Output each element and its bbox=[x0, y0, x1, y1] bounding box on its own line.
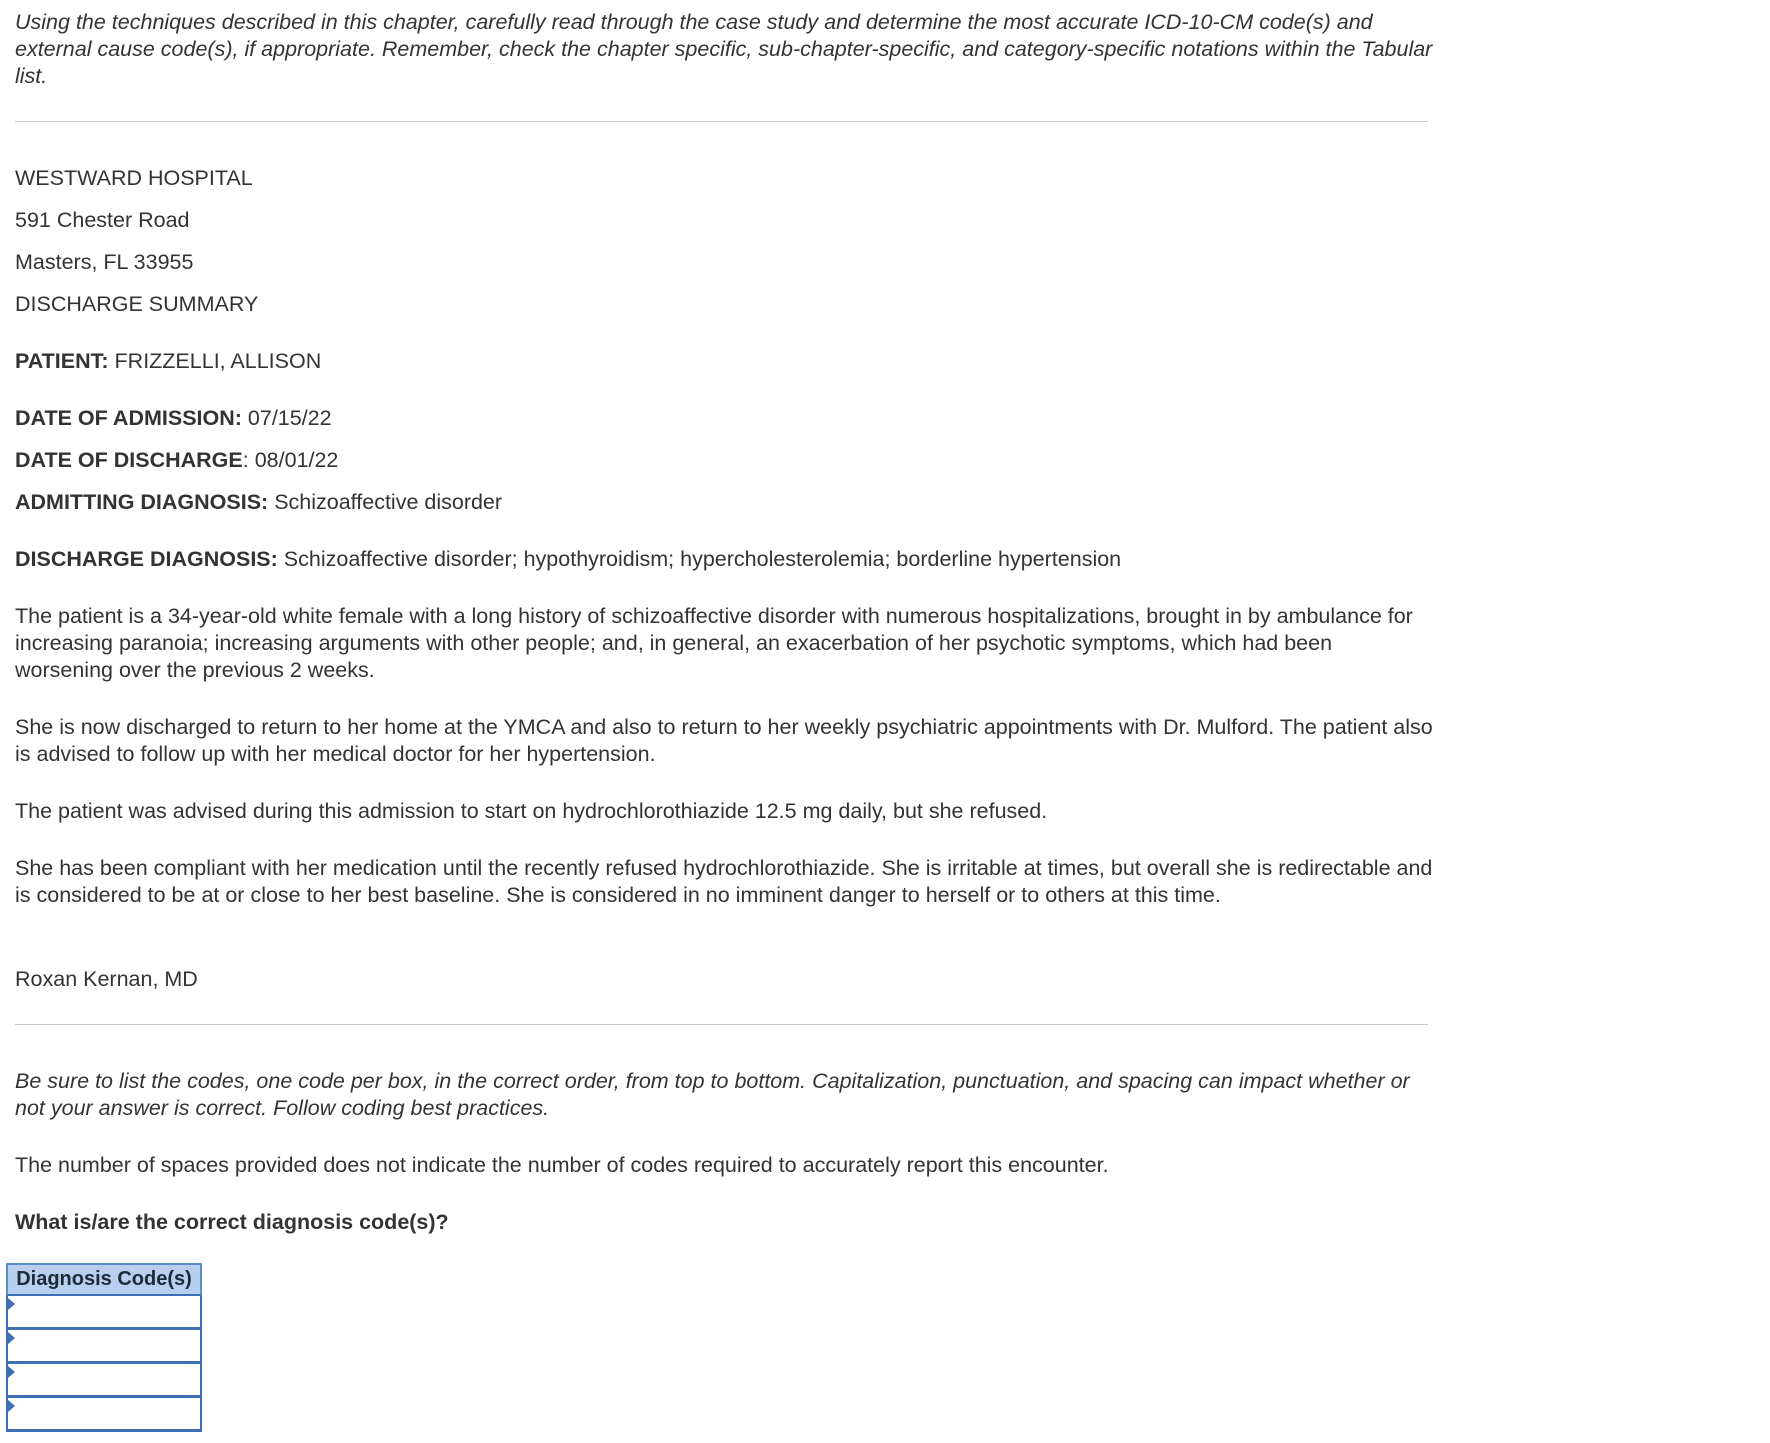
divider-top bbox=[15, 121, 1428, 122]
main-content bbox=[15, 9, 1435, 1234]
code-input-1[interactable] bbox=[8, 1296, 200, 1327]
diagnosis-code-table bbox=[6, 1263, 202, 1432]
row-marker-icon bbox=[8, 1332, 15, 1344]
admission-label: DATE OF ADMISSION: bbox=[15, 406, 242, 430]
admitting-diagnosis-line bbox=[15, 489, 1435, 516]
row-marker-icon bbox=[8, 1400, 15, 1412]
discharge-diagnosis-label: DISCHARGE DIAGNOSIS: bbox=[15, 547, 278, 571]
narrative-paragraph-3: The patient was advised during this admission to start on hydrochlorothiazide 12.5 mg daily, but she refused. bbox=[15, 799, 1048, 823]
admitting-diagnosis-value: Schizoaffective disorder bbox=[268, 490, 503, 514]
code-row-3 bbox=[6, 1364, 202, 1398]
signature: Roxan Kernan, MD bbox=[15, 967, 198, 991]
narrative-paragraph-1: The patient is a 34-year-old white female with a long history of schizoaffective disorder with numerous hospitalizations, brought in by ambulance for increasing paranoia; increasing arguments with other people; and, in general, an exacerbation of her psychotic symptoms, which had been worsening over the previous 2 weeks. bbox=[15, 604, 1413, 682]
code-input-3[interactable] bbox=[8, 1364, 200, 1395]
row-marker-icon bbox=[8, 1298, 15, 1310]
code-row-1 bbox=[6, 1296, 202, 1330]
discharge-date-value: : 08/01/22 bbox=[242, 448, 339, 472]
admission-value: 07/15/22 bbox=[241, 406, 332, 430]
question: What is/are the correct diagnosis code(s)? bbox=[15, 1210, 449, 1234]
code-row-2 bbox=[6, 1330, 202, 1364]
hospital-city: Masters, FL 33955 bbox=[15, 250, 194, 274]
discharge-date-line bbox=[15, 447, 1435, 474]
document-type: DISCHARGE SUMMARY bbox=[15, 292, 259, 316]
hospital-address: 591 Chester Road bbox=[15, 208, 190, 232]
narrative-paragraph-2: She is now discharged to return to her home at the YMCA and also to return to her weekly psychiatric appointments with Dr. Mulford. The patient also is advised to follow up with her medical doctor for her hypertension. bbox=[15, 715, 1433, 766]
discharge-date-label: DATE OF DISCHARGE bbox=[15, 448, 243, 472]
discharge-diagnosis-value: Schizoaffective disorder; hypothyroidism; hypercholesterolemia; borderline hypertension bbox=[277, 547, 1122, 571]
discharge-diagnosis-line bbox=[15, 546, 1435, 573]
patient-label: PATIENT: bbox=[15, 349, 109, 373]
admission-line bbox=[15, 405, 1435, 432]
code-input-4[interactable] bbox=[8, 1398, 200, 1429]
table-header: Diagnosis Code(s) bbox=[6, 1263, 202, 1296]
narrative-paragraph-4: She has been compliant with her medication until the recently refused hydrochlorothiazide. She is irritable at times, but overall she is redirectable and is considered to be at or close to her best baseline. She is considered in no imminent danger to herself or to others at this time. bbox=[15, 856, 1433, 907]
divider-bottom bbox=[15, 1024, 1428, 1025]
row-marker-icon bbox=[8, 1366, 15, 1378]
answer-note-2: The number of spaces provided does not indicate the number of codes required to accurately report this encounter. bbox=[15, 1153, 1109, 1177]
code-row-4 bbox=[6, 1398, 202, 1432]
patient-value: FRIZZELLI, ALLISON bbox=[108, 349, 322, 373]
answer-note-1: Be sure to list the codes, one code per box, in the correct order, from top to bottom. Capitalization, punctuation, and spacing can impact whether or not your answer is correct. Follow coding best practices. bbox=[15, 1069, 1410, 1120]
admitting-diagnosis-label: ADMITTING DIAGNOSIS: bbox=[15, 490, 269, 514]
instructions-intro: Using the techniques described in this chapter, carefully read through the case study and determine the most accurate ICD-10-CM code(s) and external cause code(s), if appropriate. Remember, check the chapter specific, sub-chapter-specific, and category-specific notations within the Tabular list. bbox=[15, 10, 1433, 88]
code-input-2[interactable] bbox=[8, 1330, 200, 1361]
patient-line bbox=[15, 348, 1435, 375]
hospital-name: WESTWARD HOSPITAL bbox=[15, 166, 253, 190]
